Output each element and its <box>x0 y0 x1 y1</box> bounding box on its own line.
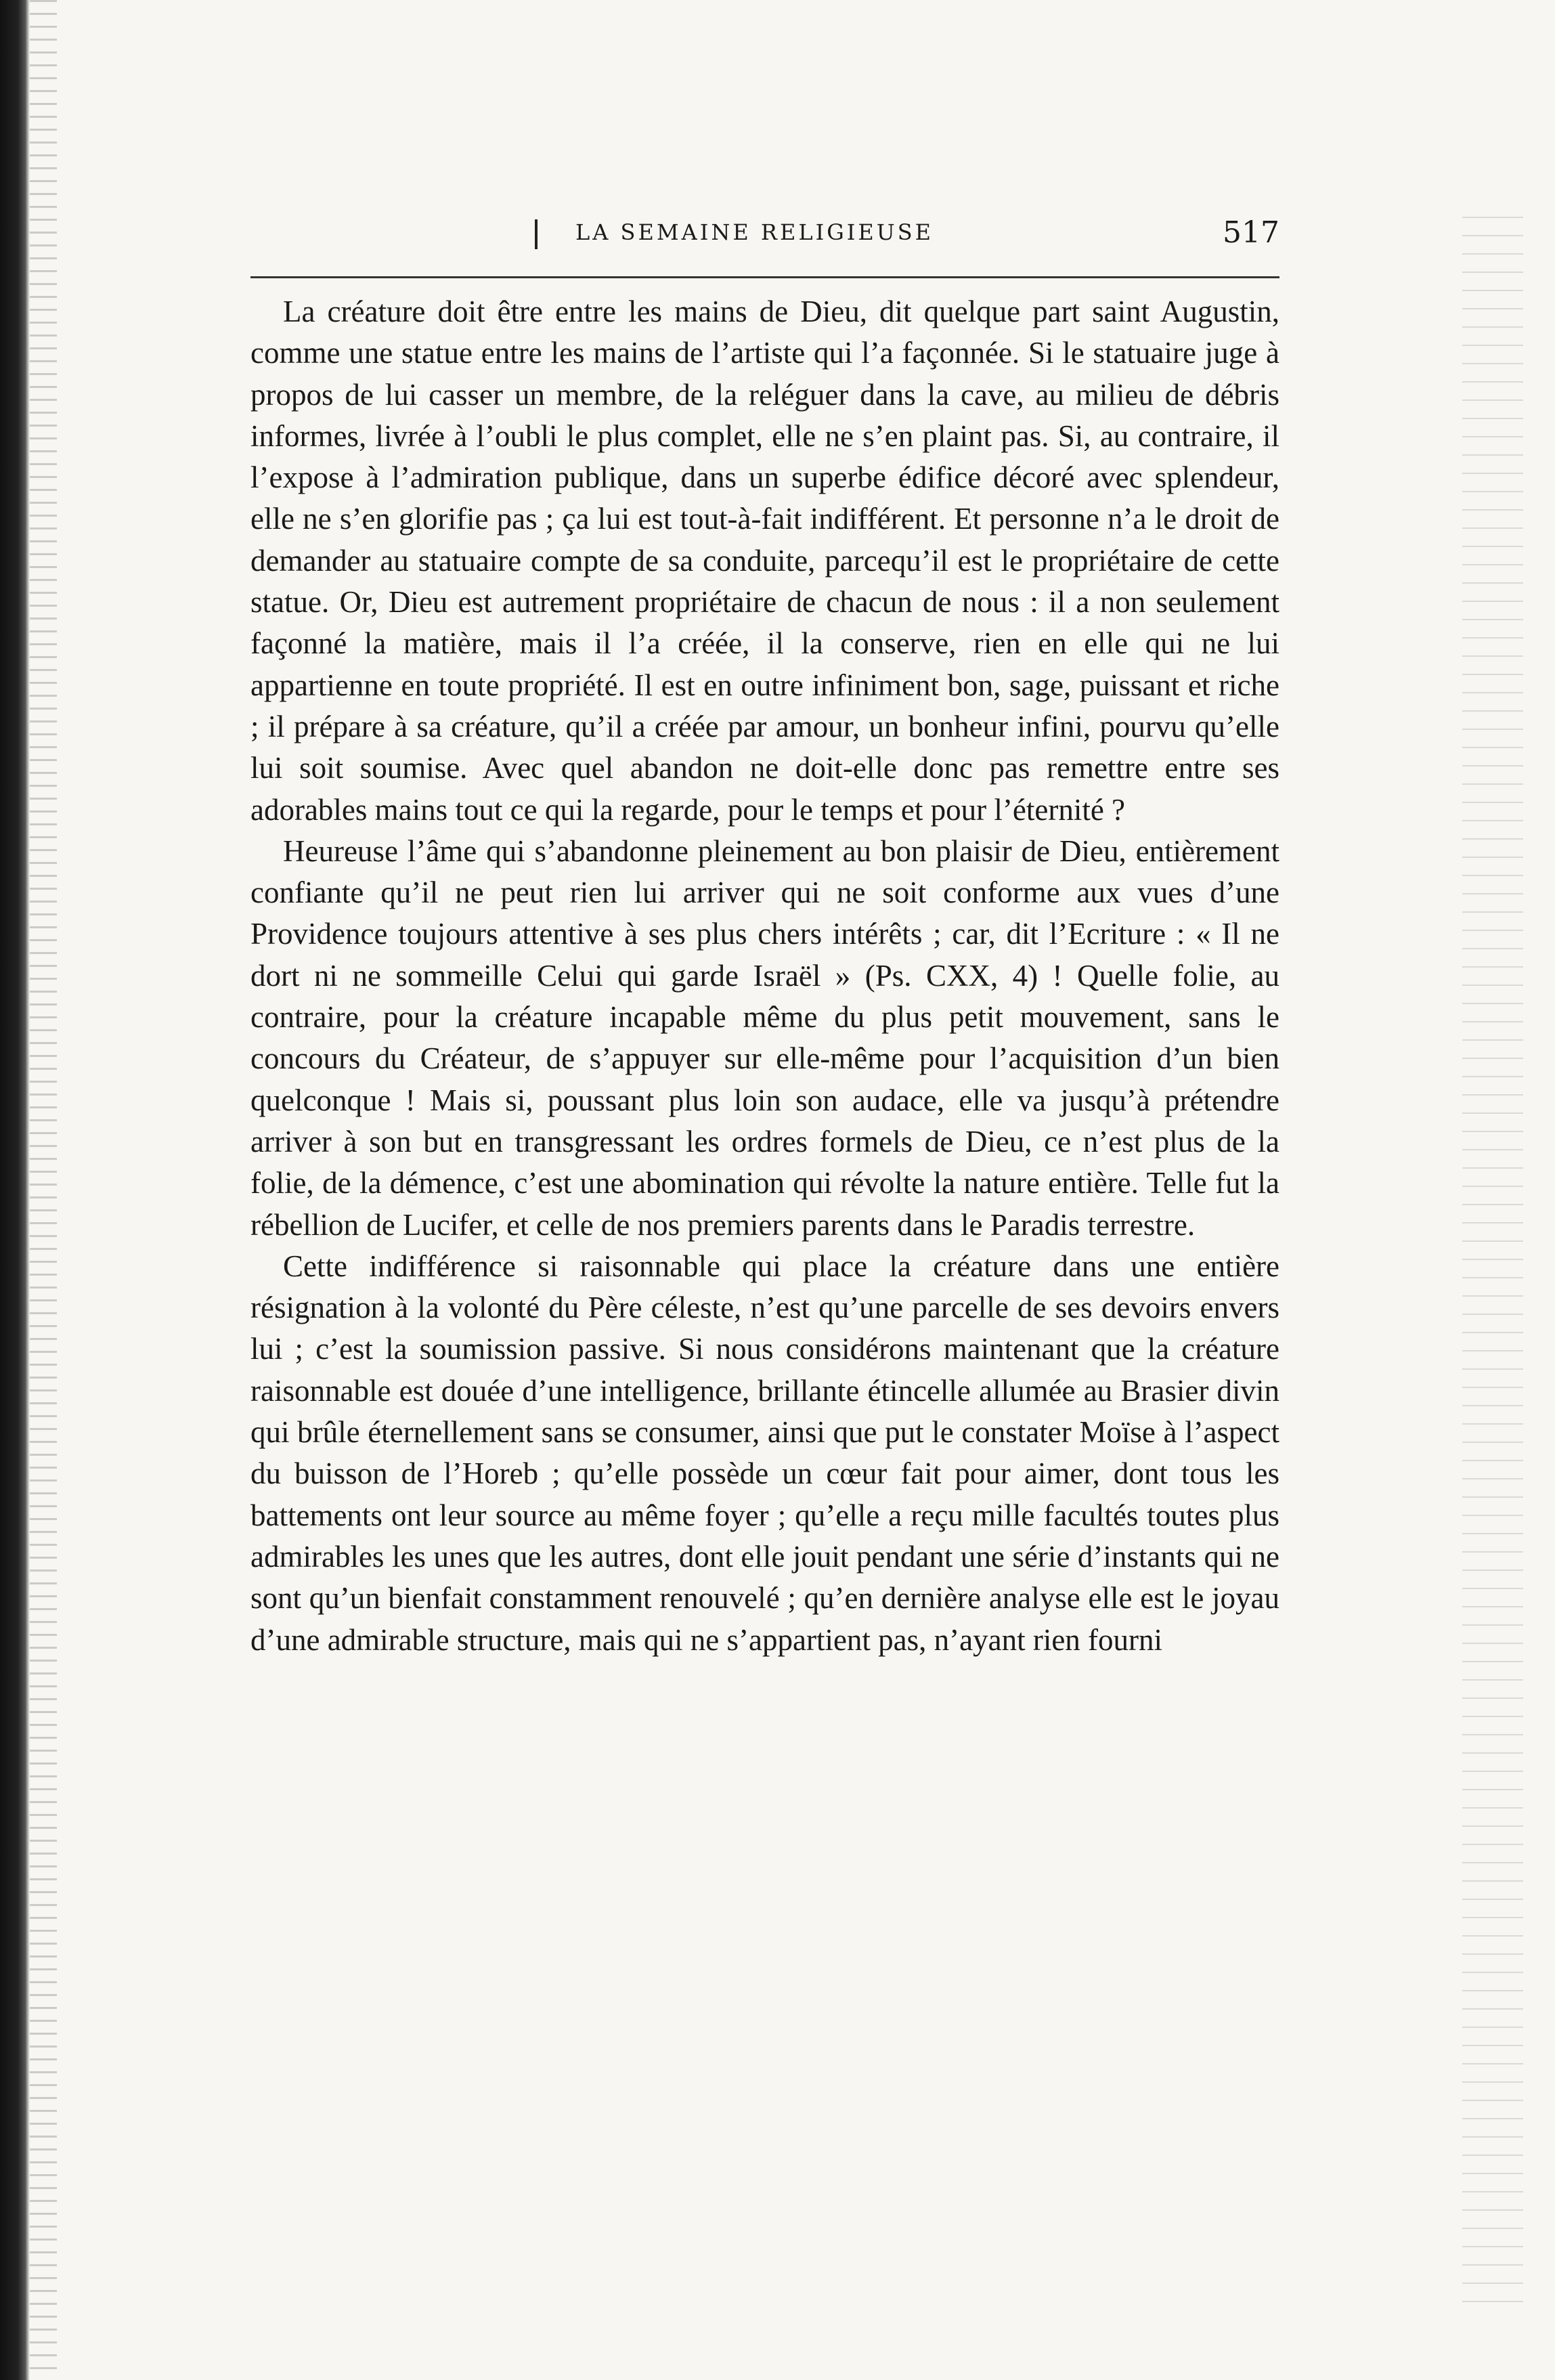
header-rule <box>250 276 1279 278</box>
body-text <box>250 291 1279 1661</box>
header-mark <box>535 219 538 249</box>
running-title: LA SEMAINE RELIGIEUSE <box>575 219 934 245</box>
page-header <box>250 215 1279 256</box>
page-number: 517 <box>1223 215 1279 250</box>
binding-speckle <box>30 0 57 2380</box>
edge-speckle <box>1462 217 1523 2316</box>
paragraph-1: La créature doit être entre les mains de Dieu, dit quelque part saint Augustin, comme une statue entre les mains de l’artiste qui l’a façonnée. Si le statuaire juge à propos de lui casser un membre, de la reléguer dans la cave, au milieu de débris informes, livrée à l’oubli le plus complet, elle ne s’en plaint pas. Si, au contraire, il l’expose à l’admiration publique, dans un superbe édifice décoré avec splendeur, elle ne s’en glorifie pas ; ça lui est tout-à-fait indifférent. Et personne n’a le droit de demander au statuaire compte de sa conduite, parcequ’il est le propriétaire de cette statue. Or, Dieu est autrement propriétaire de chacun de nous : il a non seulement façonné la matière, mais il l’a créée, il la conserve, rien en elle qui ne lui appartienne en toute propriété. Il est en outre infiniment bon, sage, puissant et riche ; il prépare à sa créature, qu’il a créée par amour, un bonheur infini, pourvu qu’elle lui soit soumise. Avec quel abandon ne doit-elle donc pas remettre entre ses adorables mains tout ce qui la regarde, pour le temps et pour l’éternité ? <box>250 295 1279 827</box>
paragraph-3: Cette indifférence si raisonnable qui place la créature dans une entière résignation à la volonté du Père céleste, n’est qu’une parcelle de ses devoirs envers lui ; c’est la soumission passive. Si nous considérons maintenant que la créature raisonnable est douée d’une intelligence, brillante étincelle allumée au Brasier divin qui brûle éternellement sans se consumer, ainsi que put le constater Moïse à l’aspect du buisson de l’Horeb ; qu’elle possède un cœur fait pour aimer, dont tous les battements ont leur source au même foyer ; qu’elle a reçu mille facultés toutes plus admirables les unes que les autres, dont elle jouit pendant une série d’instants qui ne sont qu’un bienfait constamment renouvelé ; qu’en dernière analyse elle est le joyau d’une admirable structure, mais qui ne s’appartient pas, n’ayant rien fourni <box>250 1249 1279 1657</box>
paragraph-2: Heureuse l’âme qui s’abandonne pleinement au bon plaisir de Dieu, entièrement confiante qu’il ne peut rien lui arriver qui ne soit conforme aux vues d’une Providence toujours attentive à ses plus chers intérêts ; car, dit l’Ecriture : « Il ne dort ni ne sommeille Celui qui garde Israël » (Ps. CXX, 4) ! Quelle folie, au contraire, pour la créature incapable même du plus petit mouvement, sans le concours du Créateur, de s’appuyer sur elle-même pour l’acquisition d’un bien quelconque ! Mais si, poussant plus loin son audace, elle va jusqu’à prétendre arriver à son but en transgressant les ordres formels de Dieu, ce n’est plus de la folie, de la démence, c’est une abomination qui révolte la nature entière. Telle fut la rébellion de Lucifer, et celle de nos premiers parents dans le Paradis terrestre. <box>250 834 1279 1242</box>
binding-shadow <box>0 0 30 2380</box>
